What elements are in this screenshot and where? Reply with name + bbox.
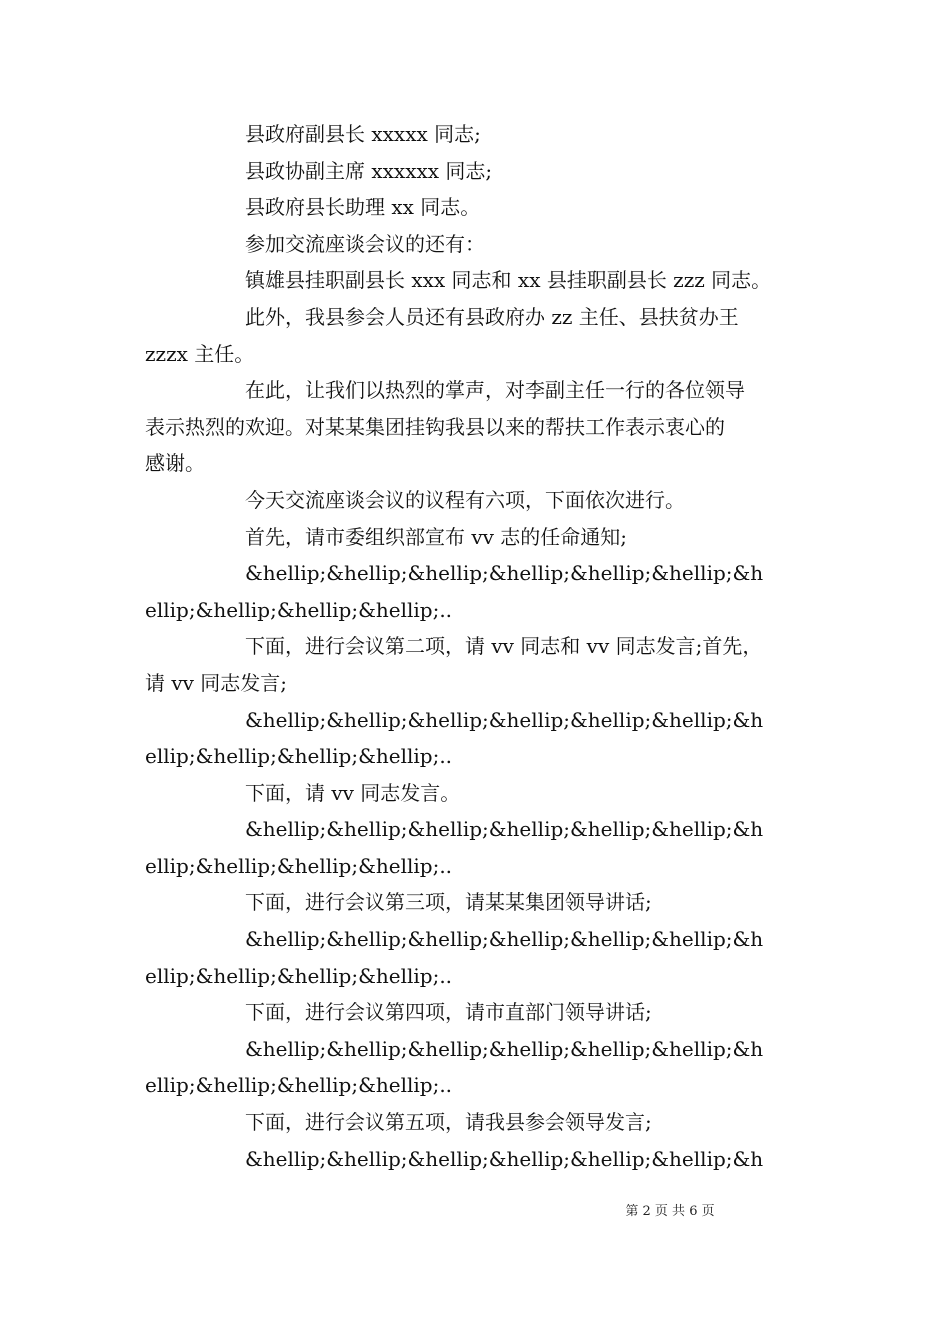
text-line: 县政协副主席 xxxxxx 同志;	[245, 158, 493, 183]
text-line: &hellip;&hellip;&hellip;&hellip;&hellip;&hellip;&h	[245, 707, 764, 732]
text-line: zzzx 主任。	[145, 341, 255, 366]
text-line: 下面，进行会议第二项，请 vv 同志和 vv 同志发言;首先，	[245, 634, 763, 659]
text-line: &hellip;&hellip;&hellip;&hellip;&hellip;&hellip;&h	[245, 817, 764, 842]
text-line: 下面，进行会议第三项，请某某集团领导讲话;	[245, 890, 652, 915]
text-line: 县政府副县长 xxxxx 同志;	[245, 122, 481, 146]
text-line: 首先，请市委组织部宣布 vv 志的任命通知;	[245, 524, 628, 549]
text-line: 此外，我县参会人员还有县政府办 zz 主任、县扶贫办王	[245, 304, 739, 329]
text-line: ellip;&hellip;&hellip;&hellip;..	[145, 597, 453, 622]
text-line: ellip;&hellip;&hellip;&hellip;..	[145, 1073, 453, 1098]
text-line: ellip;&hellip;&hellip;&hellip;..	[145, 744, 453, 769]
text-line: 在此，让我们以热烈的掌声，对李副主任一行的各位领导	[245, 378, 745, 403]
text-line: 下面，进行会议第四项，请市直部门领导讲话;	[245, 1000, 652, 1025]
text-line: 参加交流座谈会议的还有：	[245, 231, 485, 256]
text-line: 镇雄县挂职副县长 xxx 同志和 xx 县挂职副县长 zzz 同志。	[245, 268, 772, 293]
document-body	[145, 116, 825, 1177]
text-line: &hellip;&hellip;&hellip;&hellip;&hellip;&hellip;&h	[245, 1146, 764, 1171]
text-line: 下面，进行会议第五项，请我县参会领导发言;	[245, 1110, 652, 1135]
text-line: 感谢。	[145, 451, 205, 476]
text-line: &hellip;&hellip;&hellip;&hellip;&hellip;&hellip;&h	[245, 561, 764, 586]
text-line: 县政府县长助理 xx 同志。	[245, 195, 481, 220]
page-number: 第 2 页 共 6 页	[625, 1204, 715, 1219]
text-line: ellip;&hellip;&hellip;&hellip;..	[145, 853, 453, 878]
text-line: ellip;&hellip;&hellip;&hellip;..	[145, 963, 453, 988]
text-line: &hellip;&hellip;&hellip;&hellip;&hellip;&hellip;&h	[245, 927, 764, 952]
text-line: 表示热烈的欢迎。对某某集团挂钩我县以来的帮扶工作表示衷心的	[145, 414, 725, 439]
page-footer	[0, 1203, 950, 1221]
text-line: 下面，请 vv 同志发言。	[245, 780, 461, 805]
text-line: 今天交流座谈会议的议程有六项，下面依次进行。	[245, 487, 685, 512]
text-line: 请 vv 同志发言;	[145, 670, 288, 695]
text-line: &hellip;&hellip;&hellip;&hellip;&hellip;&hellip;&h	[245, 1036, 764, 1061]
